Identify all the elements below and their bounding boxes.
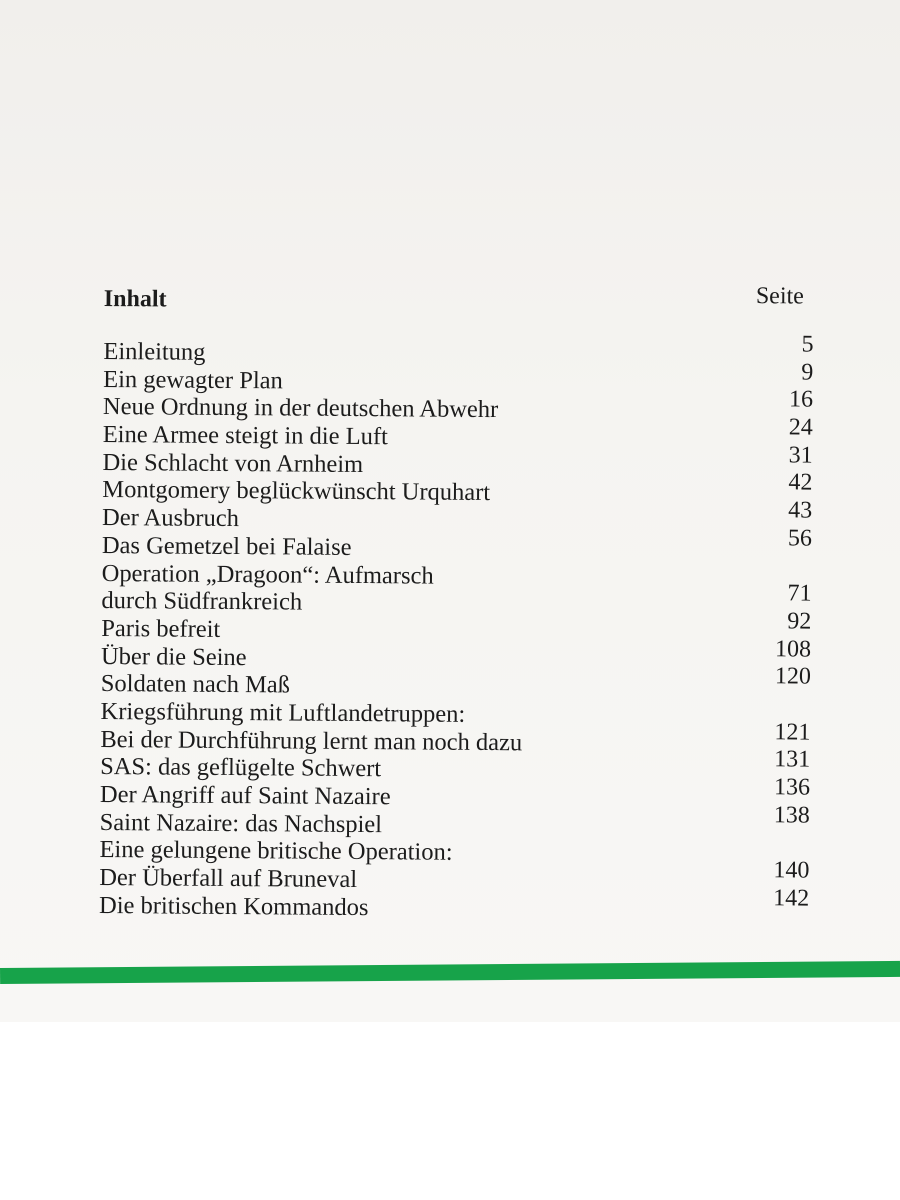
toc-entry-title: Einleitung — [103, 337, 206, 366]
toc-entry-title: Über die Seine — [100, 642, 247, 671]
toc-entry-title: Ein gewagter Plan — [103, 365, 283, 395]
toc-header — [104, 278, 820, 344]
toc-entry-page-number: 43 — [788, 497, 813, 524]
toc-entry-page-number: 108 — [775, 635, 812, 663]
toc-entry-title: Neue Ordnung in der deutschen Abwehr — [102, 393, 499, 424]
toc-entry-title: Die britischen Kommandos — [98, 891, 369, 921]
toc-entry-list — [98, 331, 820, 925]
toc-entry — [100, 698, 816, 759]
toc-entry-title: Paris befreit — [101, 614, 221, 643]
toc-entry-line — [98, 885, 815, 925]
toc-entry-title: Der Angriff auf Saint Nazaire — [99, 780, 391, 811]
toc-entry-title: Operation „Dragoon“: Aufmarsch — [101, 559, 434, 590]
toc-entry-title: Saint Nazaire: das Nachspiel — [99, 808, 383, 838]
toc-entry-page-number: 140 — [773, 857, 810, 884]
toc-entry-title: Eine Armee steigt in die Luft — [102, 421, 388, 451]
toc-entry-title: Kriegsführung mit Luftlandetruppen: — [100, 697, 466, 728]
toc-entry-title: SAS: das geflügelte Schwert — [100, 753, 382, 783]
toc-entry-title: Die Schlacht von Arnheim — [102, 448, 364, 478]
toc-entry-page-number: 9 — [801, 359, 814, 386]
toc-heading: Inhalt — [103, 285, 167, 313]
toc-entry-title: Der Überfall auf Bruneval — [99, 864, 358, 894]
toc-entry — [98, 885, 815, 925]
toc-entry-title: Soldaten nach Maß — [100, 670, 291, 699]
toc-entry-page-number: 92 — [787, 608, 812, 635]
toc-entry-page-number: 16 — [788, 386, 814, 413]
toc-entry-page-number: 120 — [774, 663, 811, 690]
toc-entry-page-number: 5 — [801, 331, 814, 358]
table-of-contents — [99, 278, 820, 925]
toc-entry-page-number: 71 — [787, 580, 812, 607]
toc-entry-title: durch Südfrankreich — [101, 587, 303, 616]
toc-entry-page-number: 131 — [774, 746, 811, 773]
toc-entry-page-number: 56 — [787, 525, 813, 552]
toc-entry-page-number: 31 — [788, 442, 813, 469]
toc-entry-page-number: 42 — [788, 469, 813, 497]
page-column-label: Seite — [755, 283, 804, 310]
toc-entry-title: Das Gemetzel bei Falaise — [101, 531, 352, 561]
toc-entry-title: Eine gelungene britische Operation: — [99, 836, 453, 867]
green-rule — [0, 961, 900, 984]
toc-entry-page-number: 136 — [773, 774, 811, 801]
toc-entry-title: Der Ausbruch — [102, 504, 239, 533]
toc-entry — [99, 836, 815, 897]
toc-entry-page-number: 121 — [774, 718, 811, 746]
toc-entry — [101, 559, 817, 620]
toc-entry-title: Bei der Durchführung lernt man noch dazu — [100, 725, 523, 756]
toc-entry-title: Montgomery beglückwünscht Urquhart — [102, 476, 491, 507]
toc-entry-page-number: 138 — [773, 801, 810, 829]
toc-entry-page-number: 24 — [788, 414, 813, 441]
toc-entry-page-number: 142 — [773, 885, 810, 912]
